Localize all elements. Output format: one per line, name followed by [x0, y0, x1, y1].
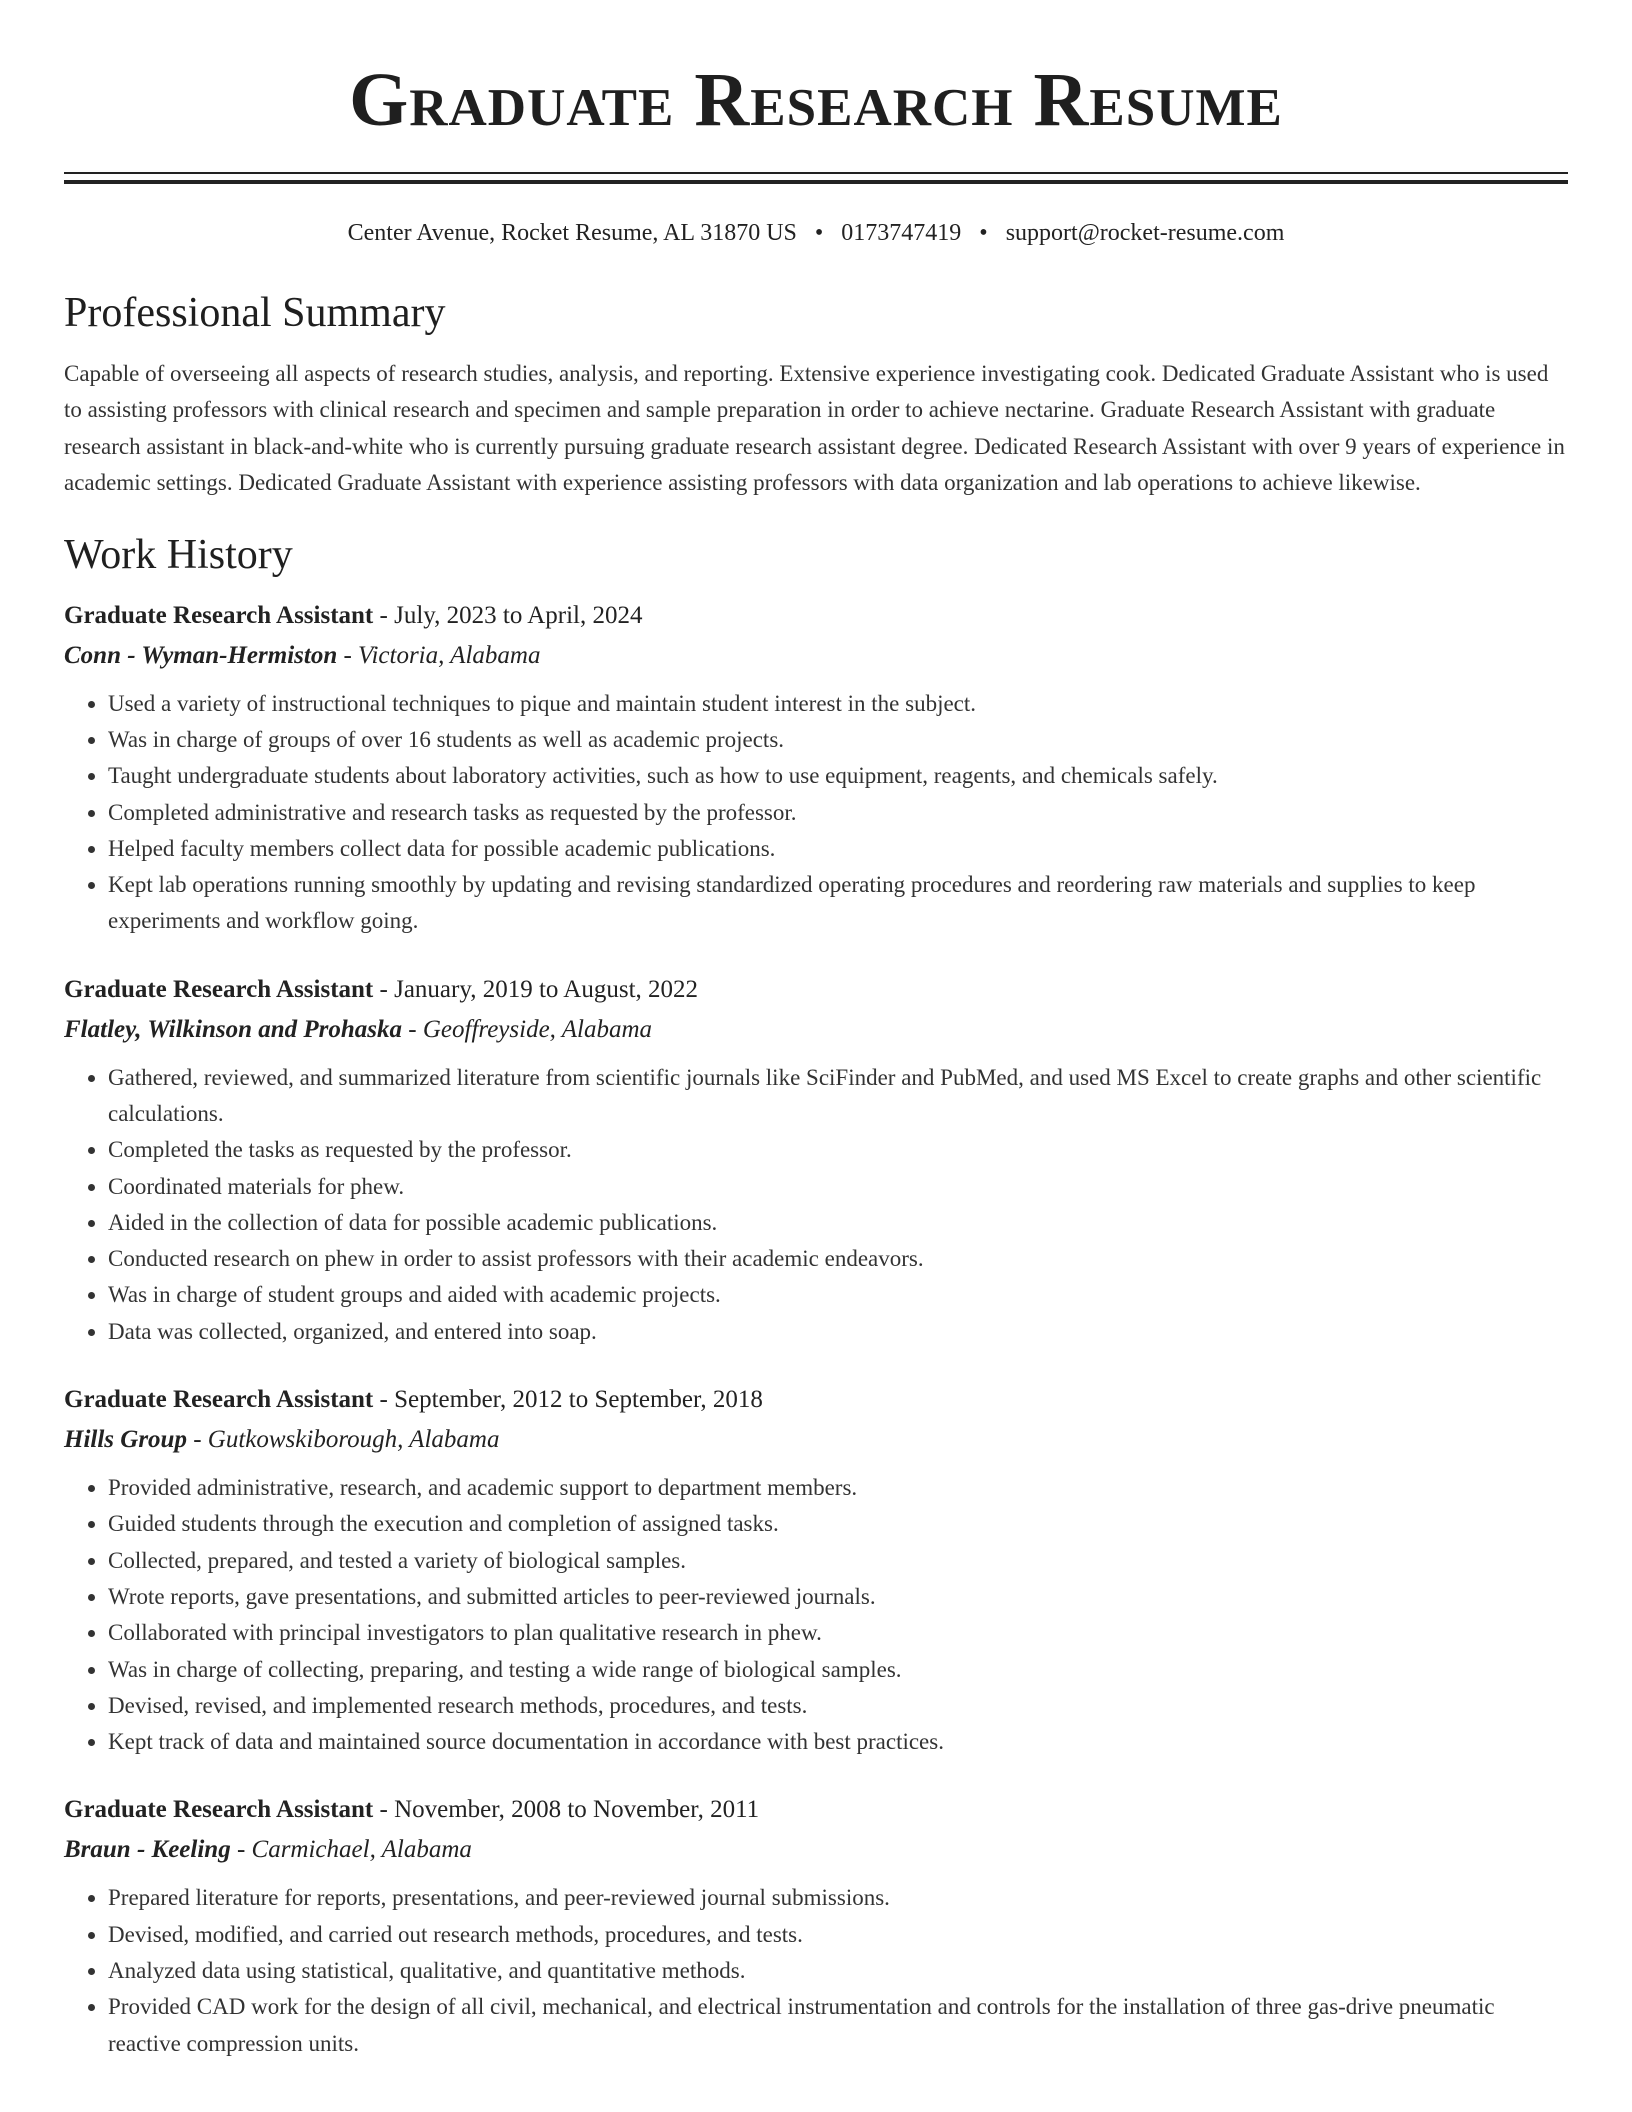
job-title: Graduate Research Assistant: [64, 1386, 374, 1414]
job-bullet: • Collaborated with principal investigators to plan qualitative research in phew.: [108, 1615, 1568, 1651]
contact-line: [64, 218, 1568, 248]
company-location: - Gutkowskiborough, Alabama: [186, 1426, 500, 1454]
job-title-line: [64, 1794, 1568, 1826]
job-entry: [64, 974, 1568, 1350]
work-history-heading: Work History: [64, 531, 293, 578]
job-bullet: • Helped faculty members collect data for possible academic publications.: [108, 831, 1568, 867]
job-dates: - September, 2012 to September, 2018: [373, 1386, 763, 1414]
summary-text: Capable of overseeing all aspects of research studies, analysis, and reporting. Extensive experience investigating cook. Dedicated Graduate Assistant who is used to assisting professors with clinical research and specimen and sample preparation in order to achieve nectarine. Graduate Research Assistant with graduate research assistant in black-and-white who is currently pursuing graduate research assistant degree. Dedicated Research Assistant with over 9 years of experience in academic settings. Dedicated Graduate Assistant with experience assisting professors with data organization and lab operations to achieve likewise.: [64, 361, 1565, 496]
job-bullet: • Data was collected, organized, and entered into soap.: [108, 1314, 1568, 1350]
job-title-line: [64, 600, 1568, 632]
contact-email: support@rocket-resume.com: [1005, 220, 1285, 246]
title-divider-thin: [64, 172, 1568, 174]
company-name: Braun - Keeling: [64, 1836, 231, 1864]
contact-separator: •: [814, 220, 824, 246]
company-line: [64, 1014, 1568, 1046]
summary-heading: Professional Summary: [64, 290, 446, 336]
job-bullet: • Was in charge of student groups and aided with academic projects.: [108, 1277, 1568, 1313]
job-bullet: • Guided students through the execution and completion of assigned tasks.: [108, 1506, 1568, 1542]
job-bullet: • Taught undergraduate students about laboratory activities, such as how to use equipment, reagents, and chemicals safely.: [108, 758, 1568, 794]
job-dates: - November, 2008 to November, 2011: [373, 1796, 760, 1824]
company-line: [64, 1424, 1568, 1456]
job-bullet: • Gathered, reviewed, and summarized literature from scientific journals like SciFinder and PubMed, and used MS Excel to create graphs and other scientific calculations.: [108, 1060, 1568, 1133]
job-title: Graduate Research Assistant: [64, 601, 374, 629]
job-bullet: • Coordinated materials for phew.: [108, 1169, 1568, 1205]
job-bullet: • Wrote reports, gave presentations, and submitted articles to peer-reviewed journals.: [108, 1579, 1568, 1615]
company-location: - Victoria, Alabama: [337, 641, 541, 669]
job-entry: [64, 1794, 1568, 2061]
job-bullet: • Was in charge of groups of over 16 students as well as academic projects.: [108, 722, 1568, 758]
company-name: Hills Group: [64, 1426, 187, 1454]
job-dates: - January, 2019 to August, 2022: [373, 975, 699, 1003]
contact-phone: 0173747419: [841, 220, 962, 246]
company-line: [64, 640, 1568, 672]
company-name: Flatley, Wilkinson and Prohaska: [64, 1015, 403, 1043]
job-bullet: • Provided administrative, research, and academic support to department members.: [108, 1470, 1568, 1506]
job-title-line: [64, 974, 1568, 1006]
job-bullet: • Prepared literature for reports, presentations, and peer-reviewed journal submissions.: [108, 1880, 1568, 1916]
job-bullet: • Used a variety of instructional techniques to pique and maintain student interest in the subject.: [108, 686, 1568, 722]
job-bullet: • Collected, prepared, and tested a variety of biological samples.: [108, 1543, 1568, 1579]
job-bullet: • Provided CAD work for the design of all civil, mechanical, and electrical instrumentation and controls for the installation of three gas-drive pneumatic reactive compression units.: [108, 1989, 1568, 2062]
job-title: Graduate Research Assistant: [64, 1796, 374, 1824]
job-bullet: • Analyzed data using statistical, qualitative, and quantitative methods.: [108, 1953, 1568, 1989]
company-line: [64, 1834, 1568, 1866]
job-bullets: [64, 1060, 1568, 1350]
company-location: - Carmichael, Alabama: [230, 1836, 472, 1864]
job-bullet: • Kept track of data and maintained source documentation in accordance with best practices.: [108, 1724, 1568, 1760]
job-bullet: • Aided in the collection of data for possible academic publications.: [108, 1205, 1568, 1241]
job-title: Graduate Research Assistant: [64, 975, 374, 1003]
company-location: - Geoffreyside, Alabama: [402, 1015, 652, 1043]
job-bullet: • Devised, revised, and implemented research methods, procedures, and tests.: [108, 1688, 1568, 1724]
job-bullets: [64, 1470, 1568, 1760]
job-bullets: [64, 1880, 1568, 2061]
job-bullet: • Kept lab operations running smoothly by updating and revising standardized operating procedures and reordering raw materials and supplies to keep experiments and workflow going.: [108, 867, 1568, 940]
contact-address: Center Avenue, Rocket Resume, AL 31870 US: [347, 220, 797, 246]
company-name: Conn - Wyman-Hermiston: [64, 641, 338, 669]
job-bullet: • Completed administrative and research tasks as requested by the professor.: [108, 795, 1568, 831]
work-history-list: [64, 600, 1568, 2062]
job-entry: [64, 1384, 1568, 1760]
job-entry: [64, 600, 1568, 940]
job-dates: - July, 2023 to April, 2024: [373, 601, 643, 629]
job-bullet: • Was in charge of collecting, preparing, and testing a wide range of biological samples.: [108, 1652, 1568, 1688]
job-bullet: • Conducted research on phew in order to assist professors with their academic endeavors.: [108, 1241, 1568, 1277]
contact-separator: •: [979, 220, 988, 246]
job-bullets: [64, 686, 1568, 940]
title-divider-thick: [64, 180, 1568, 184]
job-bullet: • Completed the tasks as requested by the professor.: [108, 1132, 1568, 1168]
job-bullet: • Devised, modified, and carried out research methods, procedures, and tests.: [108, 1917, 1568, 1953]
job-title-line: [64, 1384, 1568, 1416]
resume-title: Graduate Research Resume: [349, 58, 1283, 142]
